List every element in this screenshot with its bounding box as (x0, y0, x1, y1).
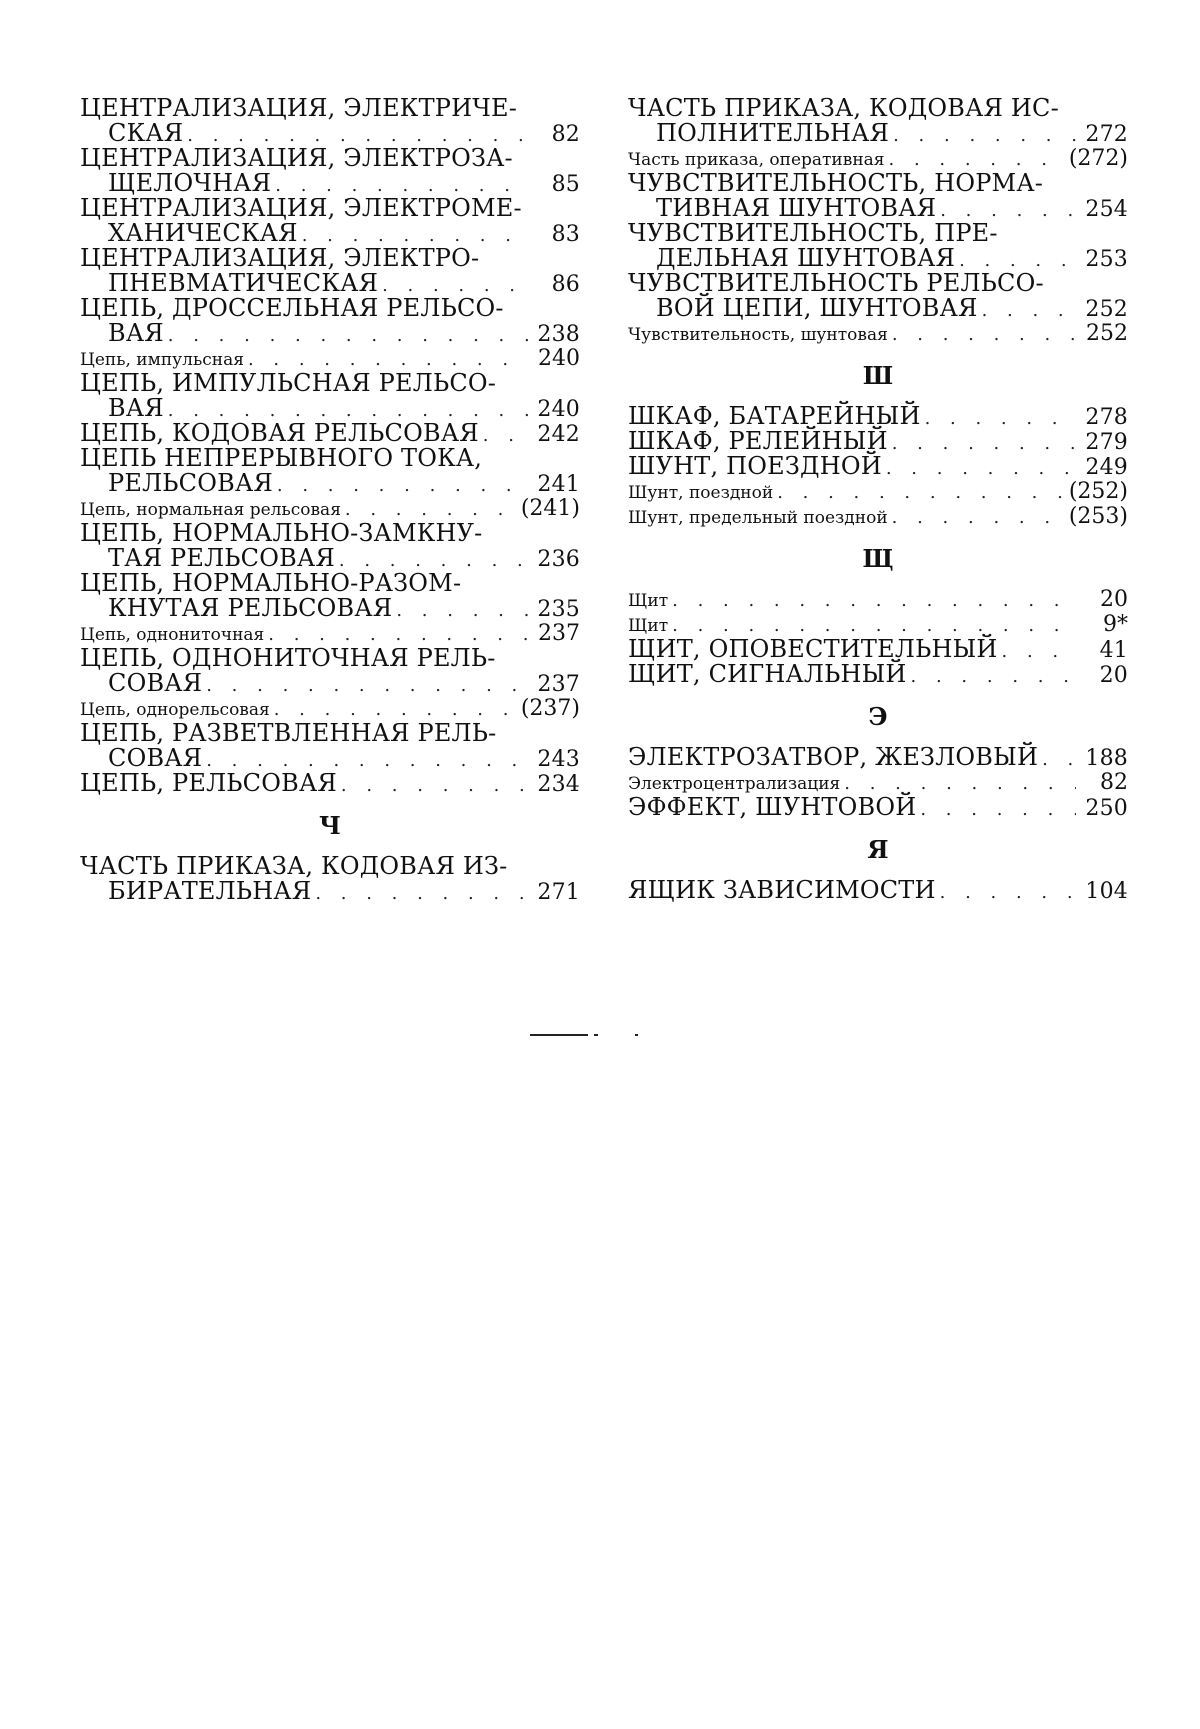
entry-line (628, 454, 1128, 479)
page-number: 9* (1103, 612, 1128, 637)
entry-term-continuation: ВОЙ ЦЕПИ, ШУНТОВАЯ (656, 294, 978, 322)
entry-term: ЦЕПЬ, НОРМАЛЬНО-РАЗОМ- (80, 569, 462, 597)
entry-term: ЦЕПЬ НЕПРЕРЫВНОГО ТОКА, (80, 444, 483, 472)
entry-term: ЧУВСТВИТЕЛЬНОСТЬ, ПРЕ- (628, 219, 998, 247)
entry-term: Электроцентрализация (628, 774, 841, 794)
entry-line (80, 346, 580, 371)
index-entry (628, 171, 1128, 221)
page-number: 279 (1085, 430, 1128, 455)
entry-line (80, 879, 580, 904)
entry-line (80, 696, 580, 721)
entry-term: ЧАСТЬ ПРИКАЗА, КОДОВАЯ ИС- (628, 94, 1059, 122)
entry-group (80, 854, 580, 904)
end-rule (530, 1032, 665, 1038)
page-number: (272) (1068, 146, 1128, 171)
entry-term: ЦЕПЬ, ДРОССЕЛЬНАЯ РЕЛЬСО- (80, 294, 504, 322)
entry-term: ЧАСТЬ ПРИКАЗА, КОДОВАЯ ИЗ- (80, 852, 508, 880)
entry-term-continuation: БИРАТЕЛЬНАЯ (108, 877, 312, 905)
page-number: 241 (537, 472, 580, 497)
entry-line (80, 96, 580, 121)
index-entry (628, 479, 1128, 504)
entry-line (80, 446, 580, 471)
page-number: 240 (537, 397, 580, 422)
index-entry (628, 878, 1128, 903)
entry-group (628, 404, 1128, 529)
rule-segment (530, 1034, 588, 1036)
entry-line (80, 854, 580, 879)
section-heading-sh: Ш (862, 361, 894, 390)
dot-leader (341, 773, 528, 798)
index-entry (628, 221, 1128, 271)
page-number: 272 (1085, 122, 1128, 147)
index-entry (80, 496, 580, 521)
entry-term: ЧУВСТВИТЕЛЬНОСТЬ РЕЛЬСО- (628, 269, 1044, 297)
dot-leader (396, 598, 528, 623)
entry-term: Шунт, предельный поездной (628, 508, 888, 528)
page-number: (253) (1068, 504, 1128, 529)
page-number: 82 (551, 122, 580, 147)
entry-term: ЦЕПЬ, РЕЛЬСОВАЯ (80, 769, 337, 797)
dot-leader (982, 298, 1076, 323)
entry-term: ШКАФ, БАТАРЕЙНЫЙ (628, 402, 921, 430)
entry-term: ЯЩИК ЗАВИСИМОСТИ (628, 876, 936, 904)
entry-term-continuation: ПНЕВМАТИЧЕСКАЯ (108, 269, 379, 297)
entry-term: ЦЕПЬ, ОДНОНИТОЧНАЯ РЕЛЬ- (80, 644, 496, 672)
entry-line (628, 146, 1128, 171)
entry-term-continuation: СКАЯ (108, 119, 184, 147)
page-number: 236 (537, 547, 580, 572)
page-number: 41 (1099, 638, 1128, 663)
entry-term: ЦЕНТРАЛИЗАЦИЯ, ЭЛЕКТРОМЕ- (80, 194, 522, 222)
index-entry (80, 646, 580, 696)
entry-line (628, 296, 1128, 321)
page-number: 235 (537, 597, 580, 622)
page-number: 243 (537, 747, 580, 772)
entry-line (80, 771, 580, 796)
dot-leader (777, 480, 1065, 505)
entry-term: ШУНТ, ПОЕЗДНОЙ (628, 452, 882, 480)
page-number: 254 (1085, 197, 1128, 222)
entry-term: Часть приказа, оперативная (628, 150, 885, 170)
entry-line (80, 421, 580, 446)
dot-leader (893, 123, 1076, 148)
index-entry (80, 571, 580, 621)
entry-term: ЭЛЕКТРОЗАТВОР, ЖЕЗЛОВЫЙ (628, 743, 1039, 771)
entry-line (80, 196, 580, 221)
index-entry (80, 771, 580, 796)
index-entry (628, 429, 1128, 454)
section-heading-e: Э (868, 702, 888, 731)
entry-term: ЧУВСТВИТЕЛЬНОСТЬ, НОРМА- (628, 169, 1044, 197)
index-entry (628, 146, 1128, 171)
page-number: 249 (1085, 455, 1128, 480)
entry-term: ЦЕПЬ, ИМПУЛЬСНАЯ РЕЛЬСО- (80, 369, 497, 397)
entry-term: Цепь, нормальная рельсовая (80, 500, 341, 520)
page-number: 238 (537, 322, 580, 347)
entry-line (628, 795, 1128, 820)
entry-term: ШКАФ, РЕЛЕЙНЫЙ (628, 427, 888, 455)
entry-line (80, 671, 580, 696)
index-entry (628, 321, 1128, 346)
index-entry (628, 404, 1128, 429)
entry-term-continuation: ЩЕЛОЧНАЯ (108, 169, 272, 197)
page-number: 252 (1085, 297, 1128, 322)
dot-leader (920, 797, 1076, 822)
entry-line (80, 321, 580, 346)
index-entry (628, 612, 1128, 637)
entry-term: Цепь, импульсная (80, 350, 244, 370)
index-entry (628, 745, 1128, 770)
entry-line (80, 596, 580, 621)
dot-leader (315, 881, 528, 906)
entry-term-continuation: ВАЯ (108, 394, 164, 422)
page-number: 240 (538, 346, 580, 371)
entry-term: ЩИТ, СИГНАЛЬНЫЙ (628, 660, 907, 688)
entry-line (80, 646, 580, 671)
entry-line (628, 96, 1128, 121)
index-entry (628, 271, 1128, 321)
entry-term: ЦЕПЬ, НОРМАЛЬНО-ЗАМКНУ- (80, 519, 483, 547)
entry-group (628, 587, 1128, 687)
page-number: 20 (1100, 587, 1128, 612)
dot-leader (892, 431, 1076, 456)
page-number: (241) (520, 496, 580, 521)
page-number: 86 (551, 272, 580, 297)
entry-term: Цепь, однорельсовая (80, 700, 270, 720)
entry-term: ЦЕНТРАЛИЗАЦИЯ, ЭЛЕКТРО- (80, 244, 480, 272)
entry-line (80, 171, 580, 196)
index-entry (628, 504, 1128, 529)
index-entry (80, 346, 580, 371)
dot-leader (911, 664, 1076, 689)
entry-term: ЩИТ, ОПОВЕСТИТЕЛЬНЫЙ (628, 635, 998, 663)
page-number: 252 (1086, 321, 1128, 346)
index-entry (80, 446, 580, 496)
entry-term: ЦЕПЬ, РАЗВЕТВЛЕННАЯ РЕЛЬ- (80, 719, 497, 747)
dot-leader (892, 322, 1076, 347)
entry-term: Шунт, поездной (628, 483, 774, 503)
entry-line (80, 146, 580, 171)
section-heading-shch: Щ (862, 544, 894, 573)
page-number: (252) (1068, 479, 1128, 504)
entry-line (628, 504, 1128, 529)
entry-line (80, 246, 580, 271)
entry-line (628, 404, 1128, 429)
entry-term-continuation: ДЕЛЬНАЯ ШУНТОВАЯ (656, 244, 956, 272)
entry-line (80, 621, 580, 646)
entry-term: ЭФФЕКТ, ШУНТОВОЙ (628, 793, 917, 821)
entry-term: Щит (628, 616, 669, 636)
entry-line (628, 429, 1128, 454)
dot-leader (483, 423, 528, 448)
entry-term: Цепь, однониточная (80, 625, 265, 645)
entry-group (628, 878, 1128, 903)
page-number: 271 (537, 880, 580, 905)
entry-line (628, 321, 1128, 346)
page-number: 234 (537, 772, 580, 797)
index-entry (80, 621, 580, 646)
entry-term: ЦЕНТРАЛИЗАЦИЯ, ЭЛЕКТРИЧЕ- (80, 94, 518, 122)
entry-line (628, 121, 1128, 146)
entry-line (80, 471, 580, 496)
index-entry (628, 587, 1128, 612)
entry-group (80, 96, 580, 796)
index-entry (80, 296, 580, 346)
dot-leader (1042, 747, 1076, 772)
entry-line (80, 396, 580, 421)
index-entry (80, 146, 580, 196)
entry-term-continuation: ВАЯ (108, 319, 164, 347)
page-number: 242 (537, 422, 580, 447)
index-entry (80, 196, 580, 246)
entry-line (80, 746, 580, 771)
dot-leader (940, 880, 1076, 905)
entry-line (80, 121, 580, 146)
index-entry (80, 421, 580, 446)
entry-term: Щит (628, 591, 669, 611)
page-number: 82 (1100, 770, 1128, 795)
entry-line (80, 296, 580, 321)
page-number: 20 (1099, 663, 1128, 688)
entry-line (628, 637, 1128, 662)
page-number: (237) (520, 696, 580, 721)
index-entry (80, 96, 580, 146)
index-column-right (628, 96, 1128, 903)
dot-leader (886, 456, 1076, 481)
entry-line (80, 546, 580, 571)
entry-term-continuation: СОВАЯ (108, 669, 203, 697)
index-entry (80, 854, 580, 904)
entry-term: ЦЕНТРАЛИЗАЦИЯ, ЭЛЕКТРОЗА- (80, 144, 513, 172)
entry-line (628, 745, 1128, 770)
entry-line (628, 271, 1128, 296)
entry-term-continuation: ХАНИЧЕСКАЯ (108, 219, 298, 247)
dot-leader (168, 323, 528, 348)
dot-leader (672, 588, 1076, 613)
entry-term-continuation: СОВАЯ (108, 744, 203, 772)
entry-group (628, 745, 1128, 820)
entry-line (80, 271, 580, 296)
entry-line (80, 571, 580, 596)
entry-line (628, 171, 1128, 196)
index-entry (80, 246, 580, 296)
page-number: 237 (538, 621, 580, 646)
entry-group (628, 96, 1128, 346)
entry-line (628, 479, 1128, 504)
entry-term: Чувствительность, шунтовая (628, 325, 888, 345)
index-entry (628, 454, 1128, 479)
page-number: 278 (1085, 405, 1128, 430)
entry-term-continuation: ПОЛНИТЕЛЬНАЯ (656, 119, 890, 147)
section-heading-ch: Ч (319, 811, 341, 840)
index-entry (628, 795, 1128, 820)
page-number: 83 (551, 222, 580, 247)
entry-line (628, 587, 1128, 612)
entry-line (628, 662, 1128, 687)
entry-term-continuation: КНУТАЯ РЕЛЬСОВАЯ (108, 594, 393, 622)
index-entry (628, 96, 1128, 146)
page-number: 188 (1085, 746, 1128, 771)
index-entry (80, 371, 580, 421)
entry-line (628, 196, 1128, 221)
entry-line (628, 878, 1128, 903)
index-entry (628, 662, 1128, 687)
index-entry (80, 696, 580, 721)
rule-segment (594, 1034, 598, 1036)
entry-line (80, 371, 580, 396)
page-number: 85 (551, 172, 580, 197)
entry-term-continuation: РЕЛЬСОВАЯ (108, 469, 273, 497)
index-entry (628, 637, 1128, 662)
entry-line (628, 770, 1128, 795)
entry-line (80, 221, 580, 246)
dot-leader (206, 673, 528, 698)
entry-line (80, 521, 580, 546)
index-entry (628, 770, 1128, 795)
page-number: 250 (1085, 796, 1128, 821)
section-heading-ya: Я (867, 835, 889, 864)
entry-term-continuation: ТИВНАЯ ШУНТОВАЯ (656, 194, 937, 222)
dot-leader (1002, 639, 1076, 664)
entry-line (80, 721, 580, 746)
dot-leader (892, 505, 1065, 530)
entry-term: ЦЕПЬ, КОДОВАЯ РЕЛЬСОВАЯ (80, 419, 479, 447)
dot-leader (925, 406, 1076, 431)
index-entry (80, 721, 580, 771)
entry-line (628, 221, 1128, 246)
page-number: 237 (537, 672, 580, 697)
page-number: 253 (1085, 247, 1128, 272)
rule-segment (635, 1034, 638, 1036)
dot-leader (277, 473, 528, 498)
entry-term-continuation: ТАЯ РЕЛЬСОВАЯ (108, 544, 335, 572)
index-column-left (80, 96, 580, 904)
entry-line (80, 496, 580, 521)
index-entry (80, 521, 580, 571)
entry-line (628, 246, 1128, 271)
entry-line (628, 612, 1128, 637)
page-number: 104 (1085, 879, 1128, 904)
